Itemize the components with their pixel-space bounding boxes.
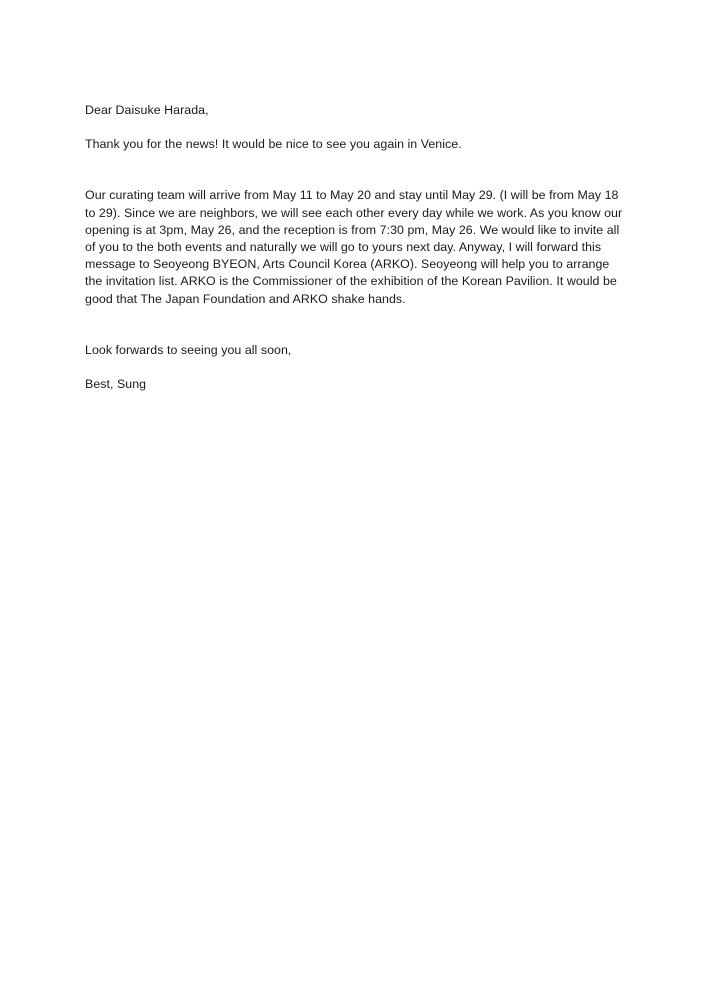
letter-closing: Look forwards to seeing you all soon, (85, 342, 292, 357)
letter-main-paragraph: Our curating team will arrive from May 11 to May 20 and stay until May 29. (I will be from May 18 to 29). Since we are neighbors, we will see each other every day while we work. As you know our opening is at 3pm, May 26, and the reception is from 7:30 pm, May 26. We would like to invite all of you to the both events and naturally we will go to yours next day. Anyway, I will forward this message to Seoyeong BYEON, Arts Council Korea (ARKO). Seoyeong will help you to arrange the invitation list. ARKO is the Commissioner of the exhibition of the Korean Pavilion. It would be good that The Japan Foundation and ARKO shake hands. (85, 188, 623, 306)
letter-body (85, 102, 625, 393)
letter-greeting: Dear Daisuke Harada, (85, 103, 209, 117)
letter-thanks-line: Thank you for the news! It would be nice to see you again in Venice. (85, 137, 462, 152)
letter-signoff: Best, Sung (85, 377, 147, 392)
